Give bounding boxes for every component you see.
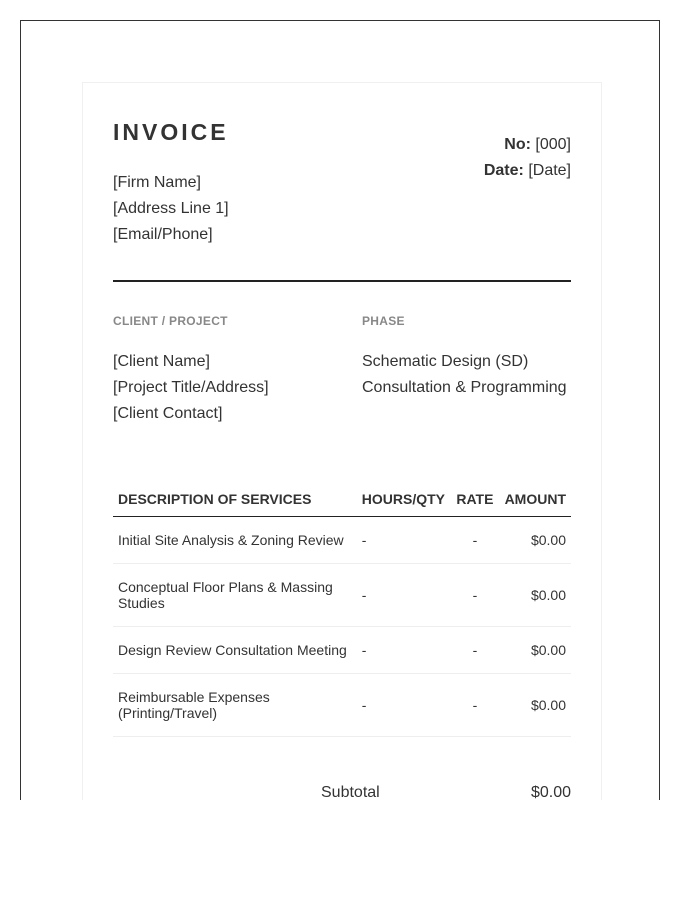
document-frame bbox=[20, 20, 660, 800]
client-contact: [Client Contact] bbox=[113, 405, 223, 422]
column-header-amount: AMOUNT bbox=[499, 482, 571, 517]
row-description: Conceptual Floor Plans & Massing Studies bbox=[113, 564, 357, 627]
client-project-label: CLIENT / PROJECT bbox=[113, 314, 228, 328]
subtotal-value: $0.00 bbox=[530, 784, 571, 800]
row-rate: - bbox=[451, 564, 499, 627]
row-description: Initial Site Analysis & Zoning Review bbox=[113, 517, 357, 564]
table-header-row bbox=[113, 482, 571, 517]
phase-details bbox=[362, 349, 567, 401]
firm-name: [Firm Name] bbox=[113, 174, 201, 191]
firm-details bbox=[113, 170, 229, 248]
row-hours: - bbox=[357, 674, 451, 737]
table-row bbox=[113, 564, 571, 627]
row-rate: - bbox=[451, 627, 499, 674]
row-amount: $0.00 bbox=[499, 674, 571, 737]
invoice-date bbox=[484, 158, 571, 184]
invoice-number-value: [000] bbox=[535, 136, 571, 153]
invoice-date-label: Date: bbox=[483, 162, 524, 179]
row-amount: $0.00 bbox=[499, 627, 571, 674]
column-header-hours: HOURS/QTY bbox=[357, 482, 451, 517]
row-rate: - bbox=[451, 517, 499, 564]
invoice-sheet bbox=[82, 82, 602, 800]
phase-label: PHASE bbox=[362, 314, 405, 328]
invoice-number bbox=[484, 132, 571, 158]
table-row bbox=[113, 517, 571, 564]
row-hours: - bbox=[357, 627, 451, 674]
subtotal-label: Subtotal bbox=[321, 784, 380, 800]
row-hours: - bbox=[357, 517, 451, 564]
row-amount: $0.00 bbox=[499, 564, 571, 627]
row-rate: - bbox=[451, 674, 499, 737]
column-header-rate: RATE bbox=[451, 482, 499, 517]
row-description: Reimbursable Expenses (Printing/Travel) bbox=[113, 674, 357, 737]
firm-address: [Address Line 1] bbox=[113, 200, 229, 217]
header-divider bbox=[113, 280, 571, 282]
client-name: [Client Name] bbox=[113, 353, 210, 370]
phase-line-2: Consultation & Programming bbox=[362, 379, 567, 396]
invoice-title: INVOICE bbox=[113, 119, 229, 145]
client-project: [Project Title/Address] bbox=[113, 379, 269, 396]
row-description: Design Review Consultation Meeting bbox=[113, 627, 357, 674]
column-header-description: DESCRIPTION OF SERVICES bbox=[113, 482, 357, 517]
table-row bbox=[113, 674, 571, 737]
row-hours: - bbox=[357, 564, 451, 627]
invoice-meta bbox=[484, 132, 571, 184]
firm-contact: [Email/Phone] bbox=[113, 226, 213, 243]
phase-line-1: Schematic Design (SD) bbox=[362, 353, 529, 370]
table-row bbox=[113, 627, 571, 674]
services-table bbox=[113, 482, 571, 737]
row-amount: $0.00 bbox=[499, 517, 571, 564]
invoice-date-value: [Date] bbox=[528, 162, 571, 179]
invoice-number-label: No: bbox=[504, 136, 531, 153]
client-details bbox=[113, 349, 269, 427]
